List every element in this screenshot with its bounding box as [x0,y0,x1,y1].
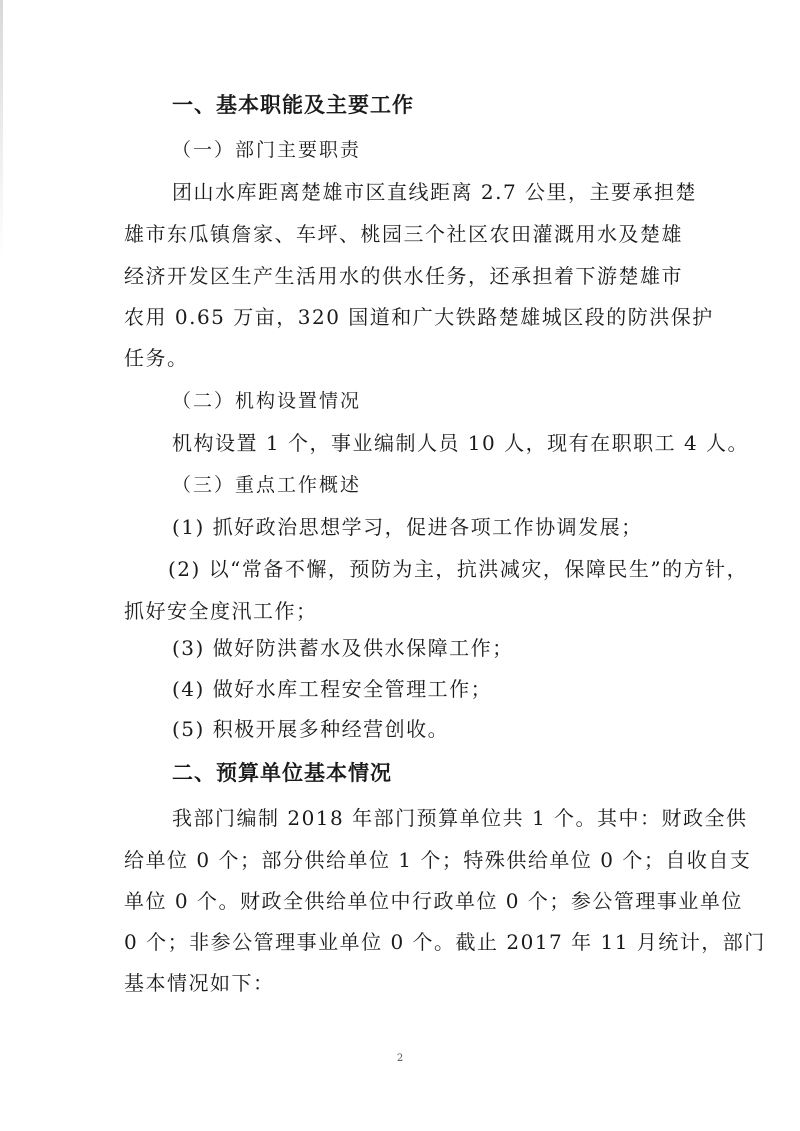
list-item-continuation: 抓好安全度汛工作； [124,599,318,623]
section-1-title: 一、基本职能及主要工作 [172,93,414,117]
subsection-1-title: （一）部门主要职责 [172,139,362,161]
list-item: (5) 积极开展多种经营创收。 [172,717,450,741]
subsection-3-title: （三）重点工作概述 [172,474,362,496]
paragraph-line: 雄市东瓜镇詹家、车坪、桃园三个社区农田灌溉用水及楚雄 [124,222,683,246]
list-item: (1) 抓好政治思想学习，促进各项工作协调发展； [172,515,643,539]
scan-edge-shadow [0,0,3,260]
paragraph-line: 经济开发区生产生活用水的供水任务，还承担着下游楚雄市 [124,264,683,288]
paragraph-line: 机构设置 1 个，事业编制人员 10 人，现有在职职工 4 人。 [172,431,750,455]
paragraph-line: 任务。 [124,346,189,370]
section-2-title: 二、预算单位基本情况 [172,761,392,785]
list-item: (4) 做好水库工程安全管理工作； [172,677,493,701]
paragraph-line: 基本情况如下： [124,971,275,995]
paragraph-line: 我部门编制 2018 年部门预算单位共 1 个。其中：财政全供 [172,806,748,830]
paragraph-line: 农用 0.65 万亩，320 国道和广大铁路楚雄城区段的防洪保护 [124,305,714,329]
paragraph-line: 单位 0 个。财政全供给单位中行政单位 0 个；参公管理事业单位 [124,889,743,913]
list-item: (3) 做好防洪蓄水及供水保障工作； [172,636,514,660]
paragraph-line: 0 个；非参公管理事业单位 0 个。截止 2017 年 11 月统计，部门 [124,930,766,954]
page-number: 2 [396,1053,404,1064]
paragraph-line: 给单位 0 个；部分供给单位 1 个；特殊供给单位 0 个；自收自支 [124,848,752,872]
subsection-2-title: （二）机构设置情况 [172,390,362,412]
list-item: (2) 以“常备不懈，预防为主，抗洪减灾，保障民生”的方针， [168,557,749,581]
paragraph-line: 团山水库距离楚雄市区直线距离 2.7 公里，主要承担楚 [172,180,698,204]
